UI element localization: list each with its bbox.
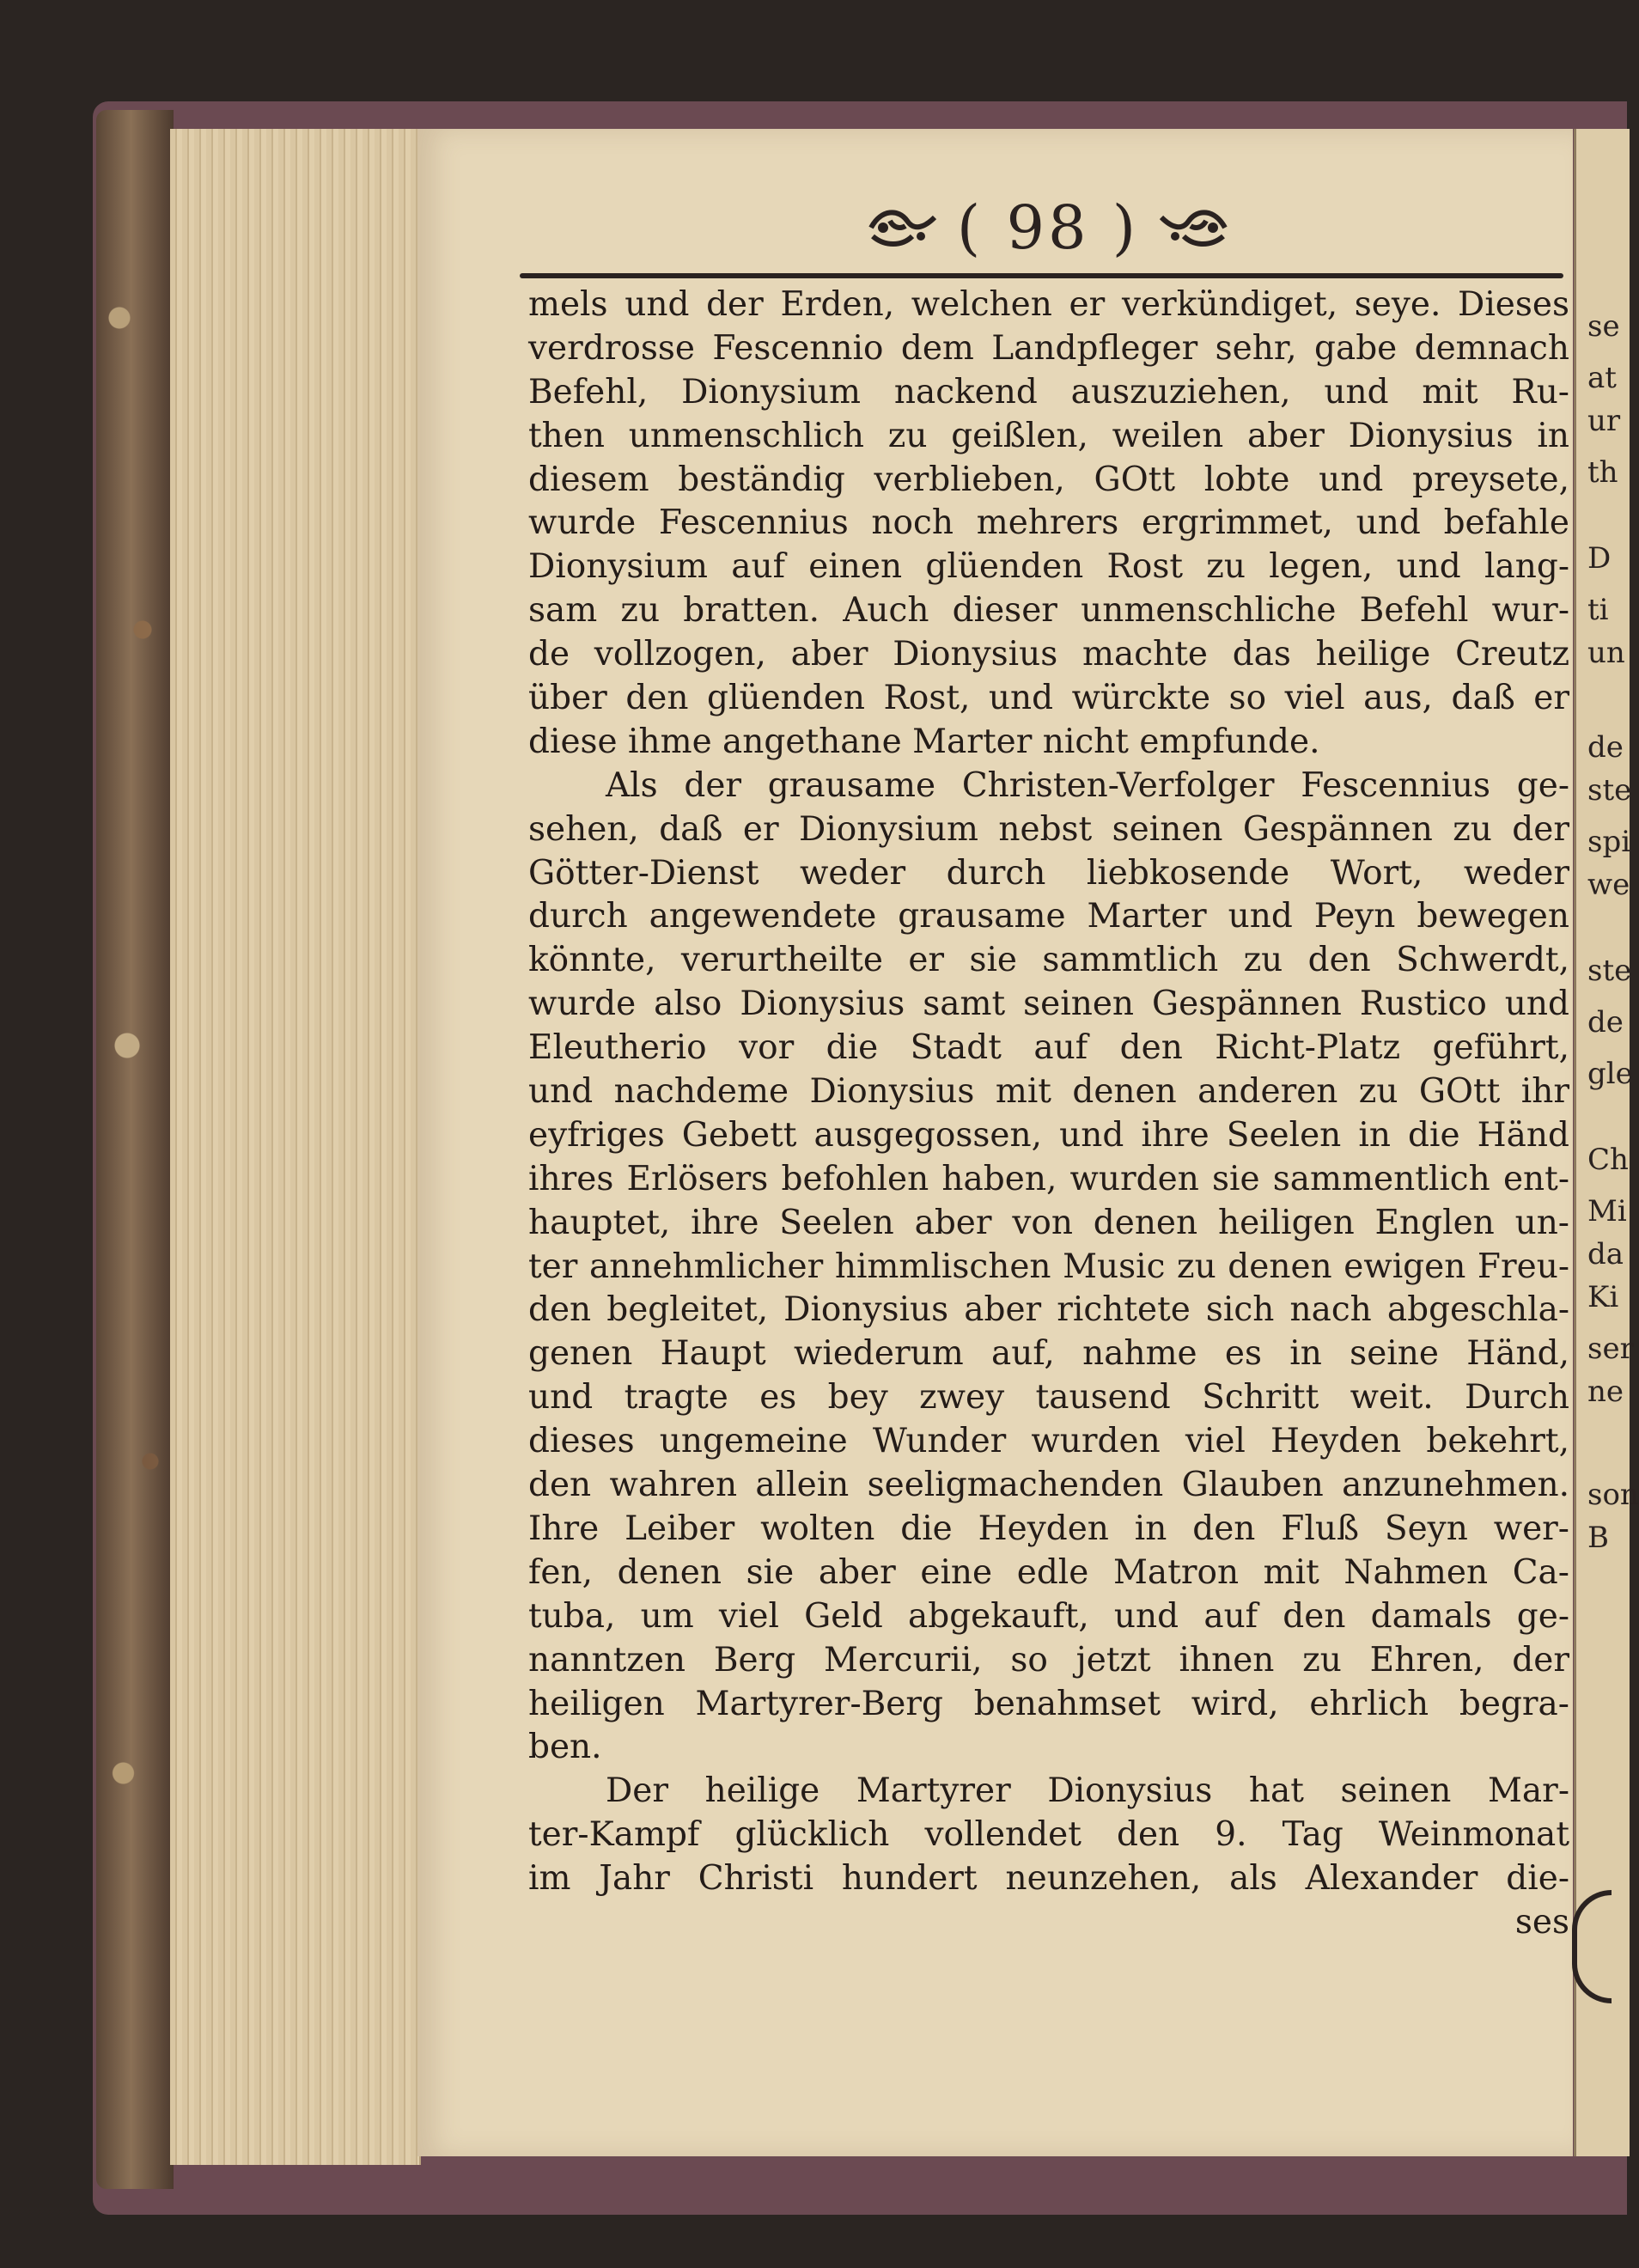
text-line: nanntzen Berg Mercurii, so jetzt ihnen zu Ehren, der xyxy=(528,1640,1569,1680)
facing-page-fragment: de xyxy=(1587,730,1624,765)
text-line: diesem beständig verblieben, GOtt lobte und preysete, xyxy=(528,460,1569,499)
text-line: genen Haupt wiederum auf, nahme es in seine Händ, xyxy=(528,1334,1569,1374)
header-rule xyxy=(520,273,1563,278)
text-line: Dionysium auf einen glüenden Rost zu legen, und lang- xyxy=(528,547,1569,587)
facing-page-fragment: B xyxy=(1587,1521,1609,1555)
text-line: ihres Erlösers befohlen haben, wurden sie sammentlich ent- xyxy=(528,1159,1569,1198)
text-line: Götter-Dienst weder durch liebkosende Wort, weder xyxy=(528,853,1569,893)
facing-page-fragment: ur xyxy=(1587,404,1621,438)
facing-page-fragment: ser xyxy=(1587,1332,1634,1366)
facing-page-fragment: Ki xyxy=(1587,1280,1619,1314)
facing-page-fragment: da xyxy=(1587,1237,1624,1271)
text-line: ter-Kampf glücklich vollendet den 9. Tag Weinmonat xyxy=(528,1815,1569,1855)
fleuron-left-icon xyxy=(864,202,941,253)
text-line: heiligen Martyrer-Berg benahmset wird, ehrlich begra- xyxy=(528,1684,1569,1723)
text-line: tuba, um viel Geld abgekauft, und auf den damals ge- xyxy=(528,1596,1569,1636)
catchword: ses xyxy=(1514,1902,1569,1942)
text-line: im Jahr Christi hundert neunzehen, als Alexander die- xyxy=(528,1859,1569,1899)
facing-page-fragment: ti xyxy=(1587,593,1609,627)
facing-page-fragment: gle xyxy=(1587,1057,1633,1091)
facing-page-fragment: ne xyxy=(1587,1375,1624,1409)
facing-page-fragment: spi xyxy=(1587,825,1631,859)
page-body xyxy=(528,284,1569,1945)
text-line: durch angewendete grausame Marter und Peyn bewegen xyxy=(528,897,1569,936)
text-line: wurde Fescennius noch mehrers ergrimmet, und befahle xyxy=(528,503,1569,543)
text-line: Eleutherio vor die Stadt auf den Richt-Platz geführt, xyxy=(528,1028,1569,1068)
facing-page-fragment: we xyxy=(1587,868,1630,902)
text-line: den wahren allein seeligmachenden Glauben anzunehmen. xyxy=(528,1466,1569,1505)
text-line: dieses ungemeine Wunder wurden viel Heyden bekehrt, xyxy=(528,1422,1569,1461)
text-line: über den glüenden Rost, und würckte so viel aus, daß er xyxy=(528,679,1569,718)
text-line: verdrosse Fescennio dem Landpfleger sehr, gabe demnach xyxy=(528,328,1569,368)
page-number: ( 98 ) xyxy=(956,192,1140,263)
paragraph-start-line: Der heilige Martyrer Dionysius hat seinen Mar- xyxy=(606,1771,1569,1811)
facing-page-fragment: Mi xyxy=(1587,1194,1627,1228)
facing-page-fragment: se xyxy=(1587,309,1620,344)
text-line: sehen, daß er Dionysium nebst seinen Gespännen zu der xyxy=(528,809,1569,849)
text-line: Befehl, Dionysium nackend auszuziehen, und mit Ru- xyxy=(528,372,1569,412)
text-line: Ihre Leiber wolten die Heyden in den Fluß Seyn wer- xyxy=(528,1509,1569,1548)
facing-page-fragment: th xyxy=(1587,455,1618,490)
text-line: ter annehmlicher himmlischen Music zu denen ewigen Freu- xyxy=(528,1247,1569,1286)
fleuron-right-icon xyxy=(1155,202,1232,253)
facing-page-fragment: un xyxy=(1587,636,1625,670)
text-line: den begleitet, Dionysius aber richtete sich nach abgeschla- xyxy=(528,1290,1569,1330)
text-line: eyfriges Gebett ausgegossen, und ihre Seelen in die Händ xyxy=(528,1115,1569,1155)
text-line: hauptet, ihre Seelen aber von denen heiligen Englen un- xyxy=(528,1203,1569,1242)
facing-page-fragment: de xyxy=(1587,1005,1624,1040)
page-edges xyxy=(170,129,421,2165)
facing-page-fragment: at xyxy=(1587,361,1617,395)
facing-page-fragment: ste xyxy=(1587,773,1632,808)
facing-page-fragment: son xyxy=(1587,1478,1639,1512)
text-line: ben. xyxy=(528,1728,602,1767)
text-line: then unmenschlich zu geißlen, weilen aber Dionysius in xyxy=(528,416,1569,455)
text-line: de vollzogen, aber Dionysius machte das heilige Creutz xyxy=(528,635,1569,674)
text-line: und tragte es bey zwey tausend Schritt weit. Durch xyxy=(528,1378,1569,1418)
text-line: sam zu bratten. Auch dieser unmenschliche Befehl wur- xyxy=(528,591,1569,631)
paragraph-start-line: Als der grausame Christen-Verfolger Fescennius ge- xyxy=(606,765,1569,805)
text-line: und nachdeme Dionysius mit denen anderen zu GOtt ihr xyxy=(528,1072,1569,1112)
text-line: diese ihme angethane Marter nicht empfunde. xyxy=(528,722,1320,761)
facing-page-fragment: Ch xyxy=(1587,1143,1629,1177)
text-line: wurde also Dionysius samt seinen Gespännen Rustico und xyxy=(528,985,1569,1024)
facing-page-fragment: ste xyxy=(1587,954,1632,988)
page-header xyxy=(807,180,1289,275)
facing-page-fragment: D xyxy=(1587,541,1612,576)
text-line: mels und der Erden, welchen er verkündiget, seye. Dieses xyxy=(528,285,1569,324)
marbled-binding xyxy=(96,110,174,2189)
text-line: könnte, verurtheilte er sie sammtlich zu den Schwerdt, xyxy=(528,941,1569,980)
text-line: fen, denen sie aber eine edle Matron mit Nahmen Ca- xyxy=(528,1552,1569,1592)
